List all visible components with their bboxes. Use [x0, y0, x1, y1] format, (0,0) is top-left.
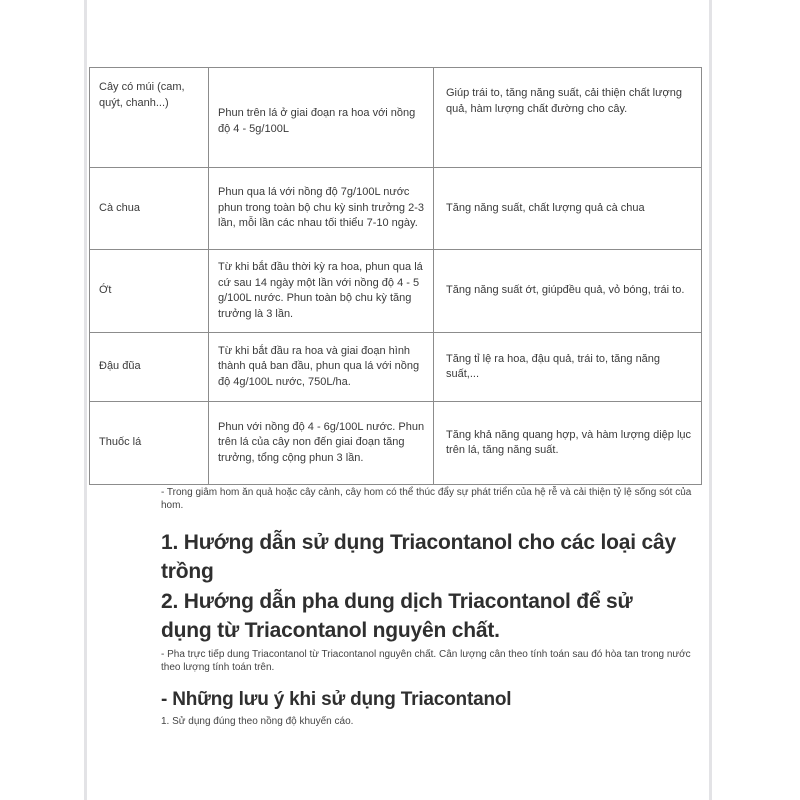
usage-cell: Phun với nồng độ 4 - 6g/100L nước. Phun trên lá của cây non đến giai đoạn tăng trưởng, tổng cộng phun 3 lần. [209, 402, 434, 485]
crop-cell: Cà chua [90, 168, 209, 250]
table-row [90, 333, 702, 402]
heading-usage-guide: 1. Hướng dẫn sử dụng Triacontanol cho các loại cây trồng [161, 531, 676, 583]
document-page [84, 0, 712, 800]
usage-cell: Từ khi bắt đầu ra hoa và giai đoạn hình thành quả ban đầu, phun qua lá với nồng độ 4g/100L nước, 750L/ha. [209, 333, 434, 402]
effect-cell: Giúp trái to, tăng năng suất, cải thiện chất lượng quả, hàm lượng chất đường cho cây. [434, 68, 702, 168]
effect-cell: Tăng năng suất ớt, giúpđều quả, vỏ bóng, trái to. [434, 250, 702, 333]
effect-cell: Tăng tỉ lệ ra hoa, đậu quả, trái to, tăng năng suất,... [434, 333, 702, 402]
usage-cell: Phun qua lá với nồng độ 7g/100L nước phun trong toàn bộ chu kỳ sinh trưởng 2-3 lần, mỗi lần các nhau tối thiểu 7-10 ngày. [209, 168, 434, 250]
crop-cell: Cây có múi (cam, quýt, chanh...) [90, 68, 209, 168]
usage-cell: Phun trên lá ở giai đoạn ra hoa với nồng độ 4 - 5g/100L [209, 68, 434, 168]
crop-cell: Đậu đũa [90, 333, 209, 402]
mixing-note: - Pha trực tiếp dung Triacontanol từ Triacontanol nguyên chất. Cân lượng cân theo tính toán sau đó hòa tan trong nước theo lượng tính toán trên. [161, 649, 691, 673]
table-row [90, 168, 702, 250]
crop-cell: Thuốc lá [90, 402, 209, 485]
effect-cell: Tăng năng suất, chất lượng quả cà chua [434, 168, 702, 250]
table-row [90, 250, 702, 333]
table-row [90, 68, 702, 168]
table-row [90, 402, 702, 485]
crop-cell: Ớt [90, 250, 209, 333]
precaution-item: 1. Sử dụng đúng theo nồng độ khuyến cáo. [161, 716, 354, 727]
crop-usage-table [89, 67, 702, 485]
heading-precautions: - Những lưu ý khi sử dụng Triacontanol [161, 689, 512, 710]
usage-cell: Từ khi bắt đầu thời kỳ ra hoa, phun qua lá cứ sau 14 ngày một lần với nồng độ 4 - 5 g/100L nước. Phun toàn bộ chu kỳ tăng trưởng là 3 lần. [209, 250, 434, 333]
cutting-note: - Trong giâm hom ăn quả hoặc cây cảnh, cây hom có thể thúc đẩy sự phát triển của hệ rễ và cải thiện tỷ lệ sống sót của hom. [161, 487, 692, 511]
effect-cell: Tăng khả năng quang hợp, và hàm lượng diệp lục trên lá, tăng năng suất. [434, 402, 702, 485]
heading-mixing-guide: 2. Hướng dẫn pha dung dịch Triacontanol để sử dụng từ Triacontanol nguyên chất. [161, 590, 633, 642]
